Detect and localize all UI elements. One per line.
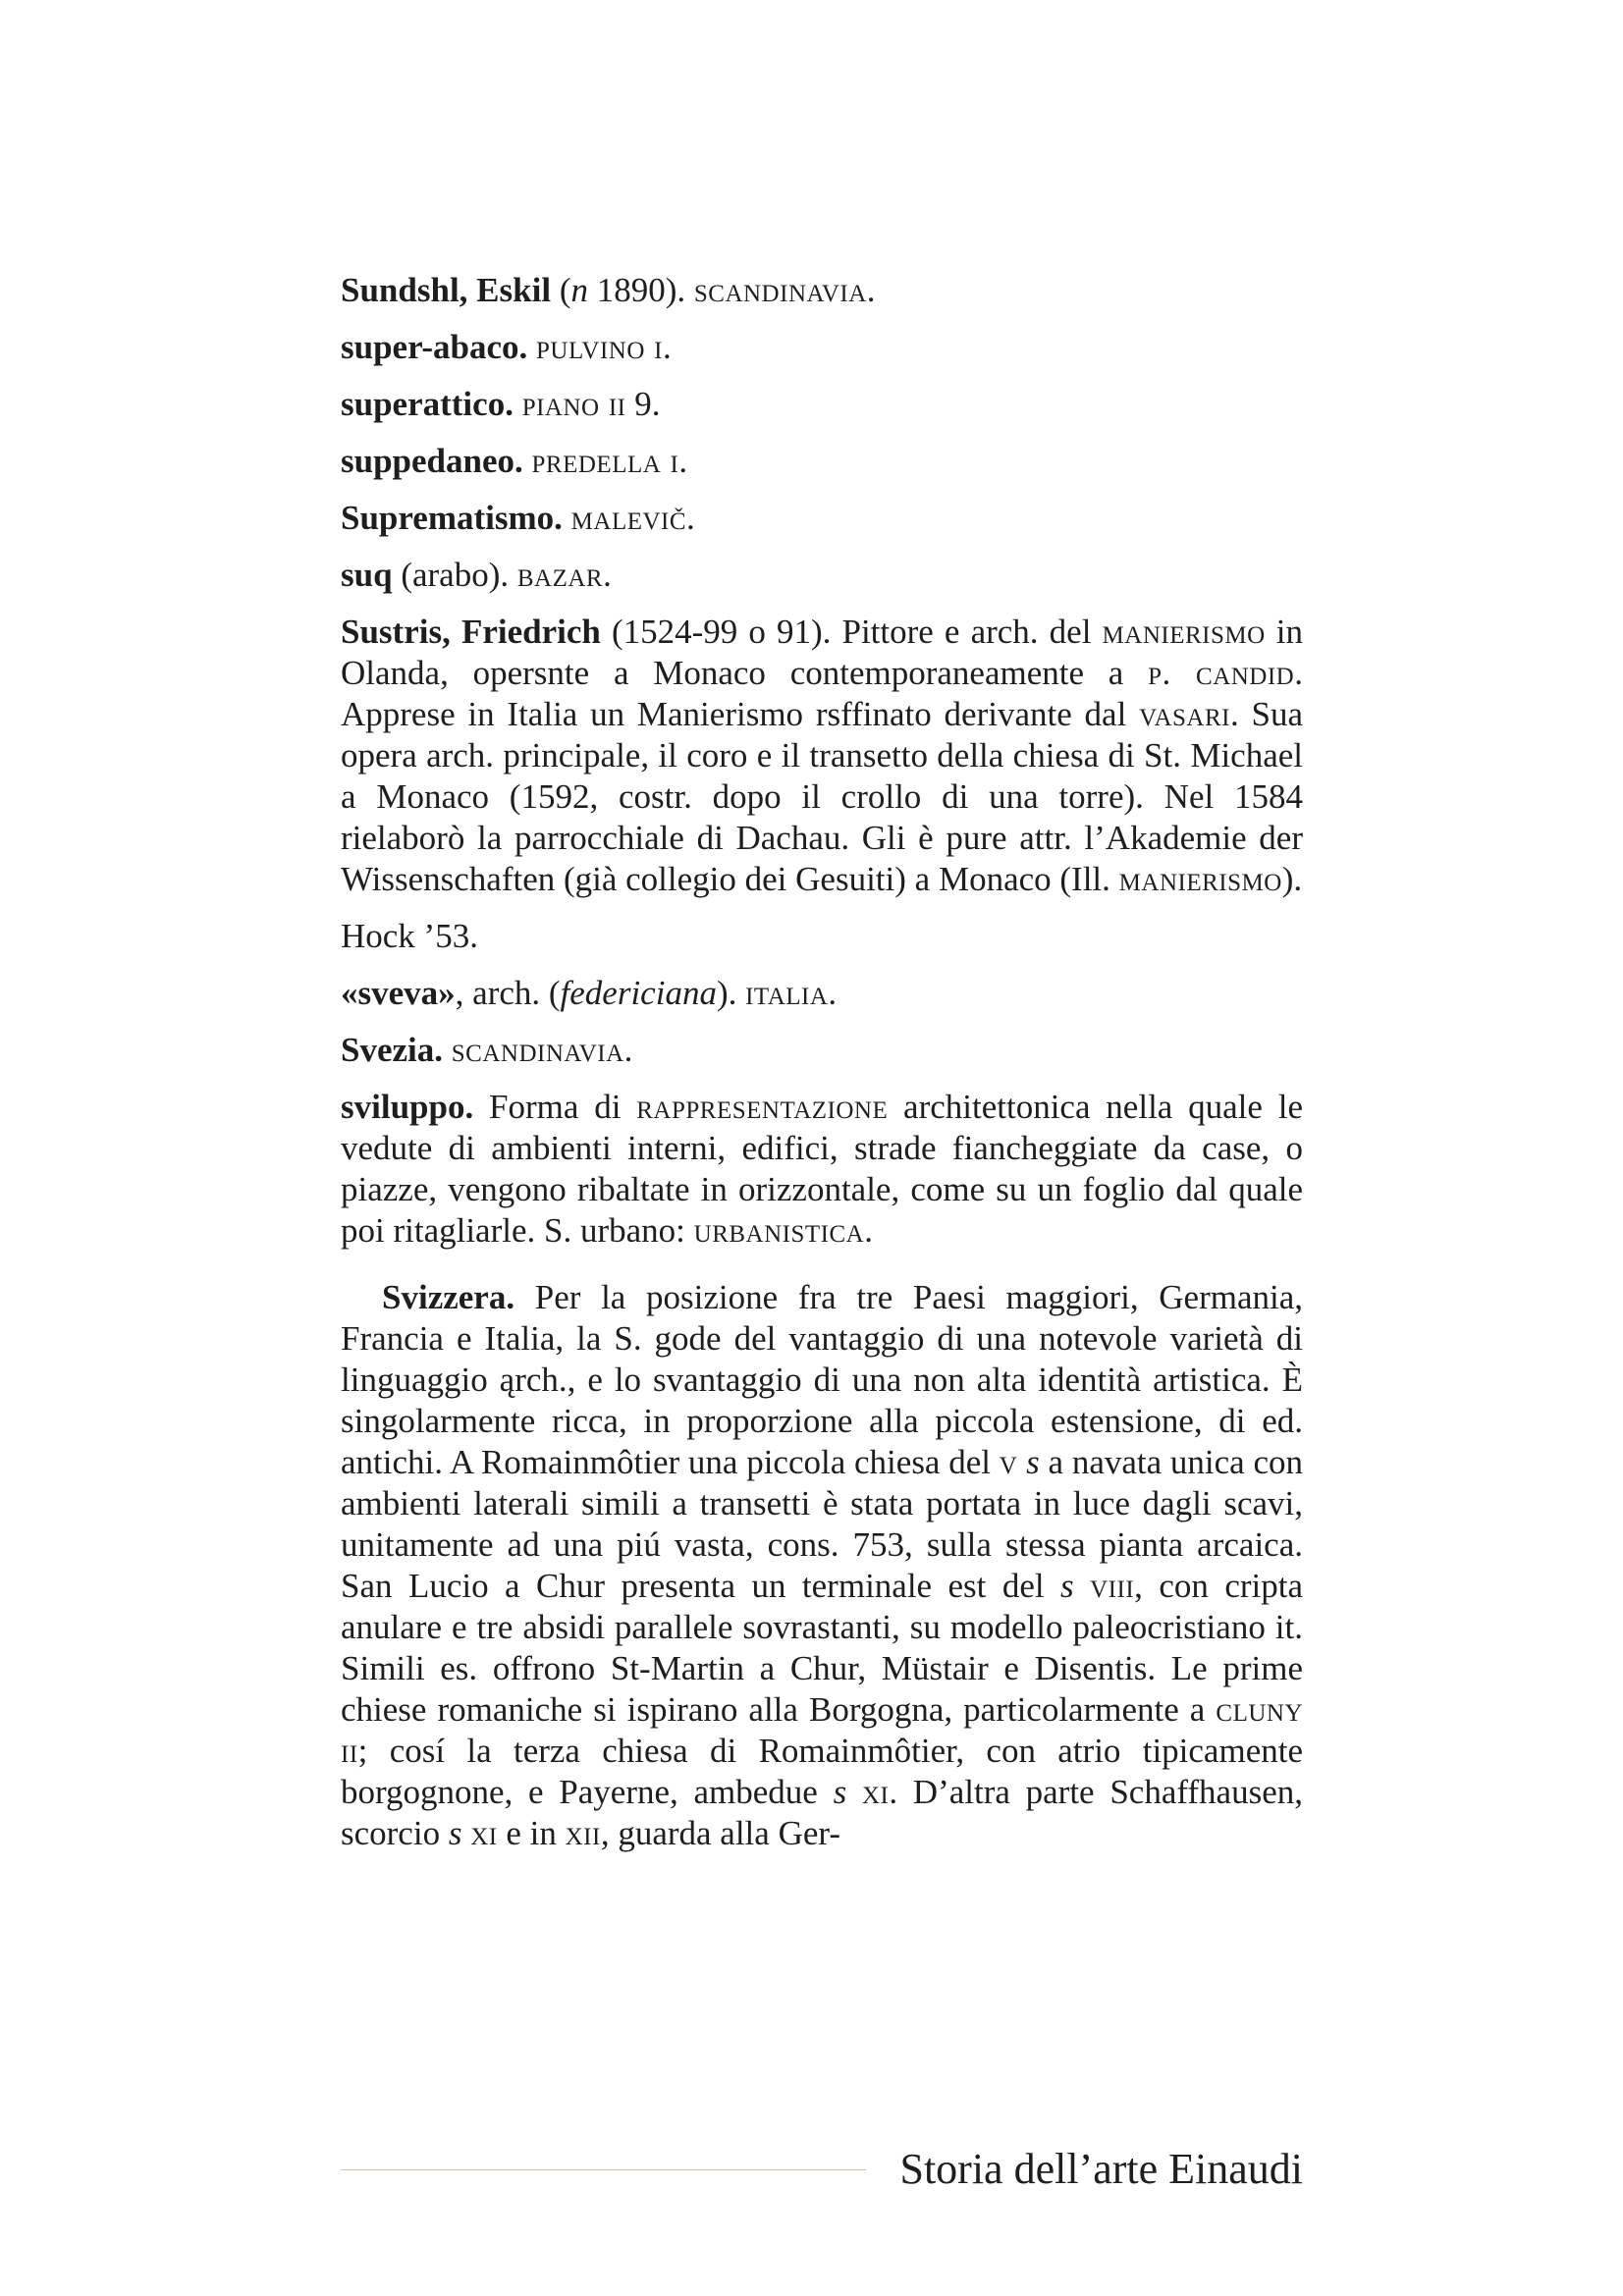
century-numeral: xii — [565, 1814, 601, 1852]
cross-reference: piano ii — [521, 385, 626, 423]
entry-sviluppo: sviluppo. Forma di rappresentazione architettonica nella quale le vedute di ambienti interni, edifici, strade fiancheggiate da case, o piazze, vengono ribaltate in orizzontale, come su un foglio dal quale poi ritagliarle. S. urbano: urbanistica. — [341, 1088, 1303, 1250]
cross-reference: italia — [745, 974, 829, 1012]
cross-reference: predella i — [531, 442, 679, 480]
cross-reference: scandinavia — [693, 271, 867, 309]
headword: Sundshl, Eskil — [341, 271, 552, 309]
century-abbrev: s — [833, 1773, 847, 1811]
headword: suppedaneo. — [341, 442, 523, 480]
bibliography-hock: Hock ’53. — [341, 917, 478, 955]
headword: sviluppo. — [341, 1088, 474, 1126]
dictionary-text — [341, 270, 1303, 1870]
century-abbrev: s — [1060, 1567, 1074, 1605]
entry-sustris: Sustris, Friedrich (1524-99 o 91). Pittore e arch. del manierismo in Olanda, opersnte a Monaco contemporaneamente a p. candid. Apprese in Italia un Manierismo rsffinato derivante dal vasari. Sua opera arch. principale, il coro e il transetto della chiesa di St. Michael a Monaco (1592, costr. dopo il crollo di una torre). Nel 1584 rielaborò la parrocchiale di Dachau. Gli è pure attr. l’Akademie der Wissenschaften (già collegio dei Gesuiti) a Monaco (Ill. manierismo). — [341, 613, 1303, 898]
entry-superattico: superattico. piano ii 9. — [341, 385, 661, 423]
century-abbrev: s — [448, 1814, 462, 1852]
entry-sundshl: Sundshl, Eskil (n 1890). scandinavia. — [341, 271, 876, 309]
headword: «sveva» — [341, 974, 456, 1012]
entry-svezia: Svezia. scandinavia. — [341, 1031, 633, 1069]
entry-suq: suq (arabo). bazar. — [341, 556, 612, 594]
century-numeral: xi — [861, 1773, 890, 1811]
century-numeral: xi — [470, 1814, 498, 1852]
cross-reference: manierismo — [1118, 860, 1282, 898]
footer-brand: Storia dell’arte Einaudi — [899, 2145, 1303, 2193]
headword: super-abaco. — [341, 328, 528, 366]
cross-reference: bazar — [516, 556, 604, 594]
cross-reference: urbanistica — [693, 1211, 865, 1250]
headword: Svezia. — [341, 1031, 444, 1069]
cross-reference: vasari — [1139, 695, 1230, 733]
footer-rule — [341, 2169, 866, 2170]
headword: Suprematismo. — [341, 499, 563, 537]
cross-reference: scandinavia — [451, 1031, 624, 1069]
entry-super-abaco: super-abaco. pulvino i. — [341, 328, 672, 366]
entry-svizzera: Svizzera. Per la posizione fra tre Paesi maggiori, Germania, Francia e Italia, la S. gode del vantaggio di una notevole varietà di linguaggio ąrch., e lo svantaggio di una non alta identità artistica. È singolarmente ricca, in proporzione alla piccola estensione, di ed. antichi. A Romainmôtier una piccola chiesa del v s a navata unica con ambienti laterali simili a transetti è stata portata in luce dagli scavi, unitamente ad una piú vasta, cons. 753, sulla stessa pianta arcaica. San Lucio a Chur presenta un terminale est del s viii, con cripta anulare e tre absidi parallele sovrastanti, su modello paleocristiano it. Simili es. offrono St-Martin a Chur, Müstair e Disentis. Le prime chiese romaniche si ispirano alla Borgogna, particolarmente a cluny ii; cosí la terza chiesa di Romainmôtier, con atrio tipicamente borgognone, e Payerne, ambedue s xi. D’altra parte Schaffhausen, scorcio s xi e in xii, guarda alla Ger- — [341, 1278, 1304, 1852]
headword: Sustris, Friedrich — [341, 613, 601, 651]
headword: suq — [341, 556, 393, 594]
headword: Svizzera. — [382, 1278, 515, 1316]
entry-suprematismo: Suprematismo. malevič. — [341, 499, 695, 537]
cross-reference: pulvino i — [535, 328, 663, 366]
century-numeral: viii — [1090, 1567, 1135, 1605]
entry-suppedaneo: suppedaneo. predella i. — [341, 442, 688, 480]
cross-reference: cluny ii — [341, 1690, 1303, 1770]
entry-sveva: «sveva», arch. (federiciana). italia. — [341, 974, 838, 1012]
cross-reference: p. candid — [1148, 654, 1295, 692]
headword: superattico. — [341, 385, 514, 423]
cross-reference: malevič — [570, 499, 687, 537]
century-abbrev: s — [1026, 1443, 1040, 1481]
cross-reference: rappresentazione — [636, 1088, 889, 1126]
century-numeral: v — [999, 1443, 1018, 1481]
cross-reference: manierismo — [1102, 613, 1266, 651]
